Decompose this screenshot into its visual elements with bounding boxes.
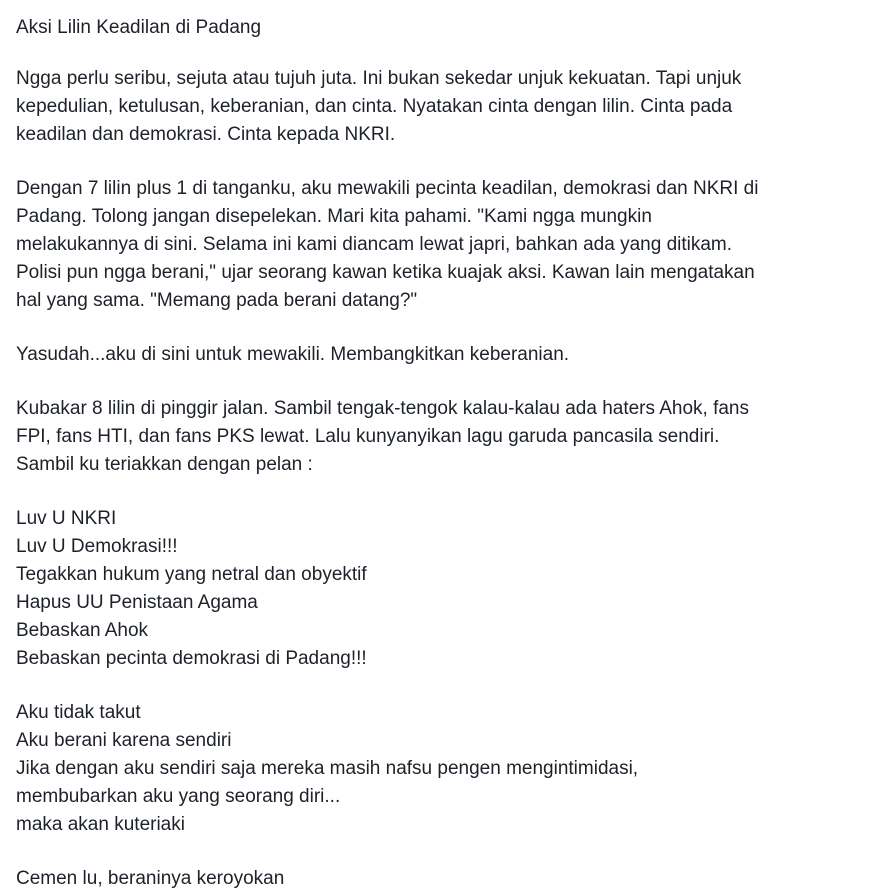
text-line: Ngga perlu seribu, sejuta atau tujuh juta. Ini bukan sekedar unjuk kekuatan. Tapi unjuk: [16, 68, 742, 89]
text-line: Kubakar 8 lilin di pinggir jalan. Sambil tengak-tengok kalau-kalau ada haters Ahok, fans: [16, 398, 750, 419]
paragraph-2: [16, 175, 870, 315]
text-line: Jika dengan aku sendiri saja mereka masih nafsu pengen mengintimidasi,: [16, 758, 639, 779]
text-line: Luv U Demokrasi!!!: [16, 536, 178, 557]
text-line: Sambil ku teriakkan dengan pelan :: [16, 454, 313, 475]
text-line: Yasudah...aku di sini untuk mewakili. Membangkitkan keberanian.: [16, 344, 570, 365]
text-line: Bebaskan Ahok: [16, 620, 149, 641]
text-line: Bebaskan pecinta demokrasi di Padang!!!: [16, 648, 367, 669]
paragraph-5: [16, 505, 870, 673]
text-line: Tegakkan hukum yang netral dan obyektif: [16, 564, 367, 585]
text-line: Polisi pun ngga berani," ujar seorang kawan ketika kuajak aksi. Kawan lain mengatakan: [16, 262, 755, 283]
text-line: keadilan dan demokrasi. Cinta kepada NKRI.: [16, 124, 396, 145]
text-line: Luv U NKRI: [16, 508, 117, 529]
paragraph-7: [16, 865, 870, 893]
text-line: Aku tidak takut: [16, 702, 141, 723]
text-line: Padang. Tolong jangan disepelekan. Mari kita pahami. "Kami ngga mungkin: [16, 206, 652, 227]
post-title: Aksi Lilin Keadilan di Padang: [16, 17, 262, 38]
text-line: Hapus UU Penistaan Agama: [16, 592, 258, 613]
paragraph-6: [16, 699, 870, 839]
text-line: hal yang sama. "Memang pada berani datang?": [16, 290, 418, 311]
paragraph-3: [16, 341, 870, 369]
paragraph-1: [16, 65, 870, 149]
text-line: melakukannya di sini. Selama ini kami diancam lewat japri, bahkan ada yang ditikam.: [16, 234, 733, 255]
text-line: Cemen lu, beraninya keroyokan: [16, 868, 285, 889]
text-line: Aku berani karena sendiri: [16, 730, 232, 751]
text-line: FPI, fans HTI, dan fans PKS lewat. Lalu kunyanyikan lagu garuda pancasila sendiri.: [16, 426, 720, 447]
text-line: Dengan 7 lilin plus 1 di tanganku, aku mewakili pecinta keadilan, demokrasi dan NKRI di: [16, 178, 759, 199]
paragraph-4: [16, 395, 870, 479]
text-line: membubarkan aku yang seorang diri...: [16, 786, 341, 807]
text-line: maka akan kuteriaki: [16, 814, 185, 835]
text-line: kepedulian, ketulusan, keberanian, dan cinta. Nyatakan cinta dengan lilin. Cinta pada: [16, 96, 733, 117]
